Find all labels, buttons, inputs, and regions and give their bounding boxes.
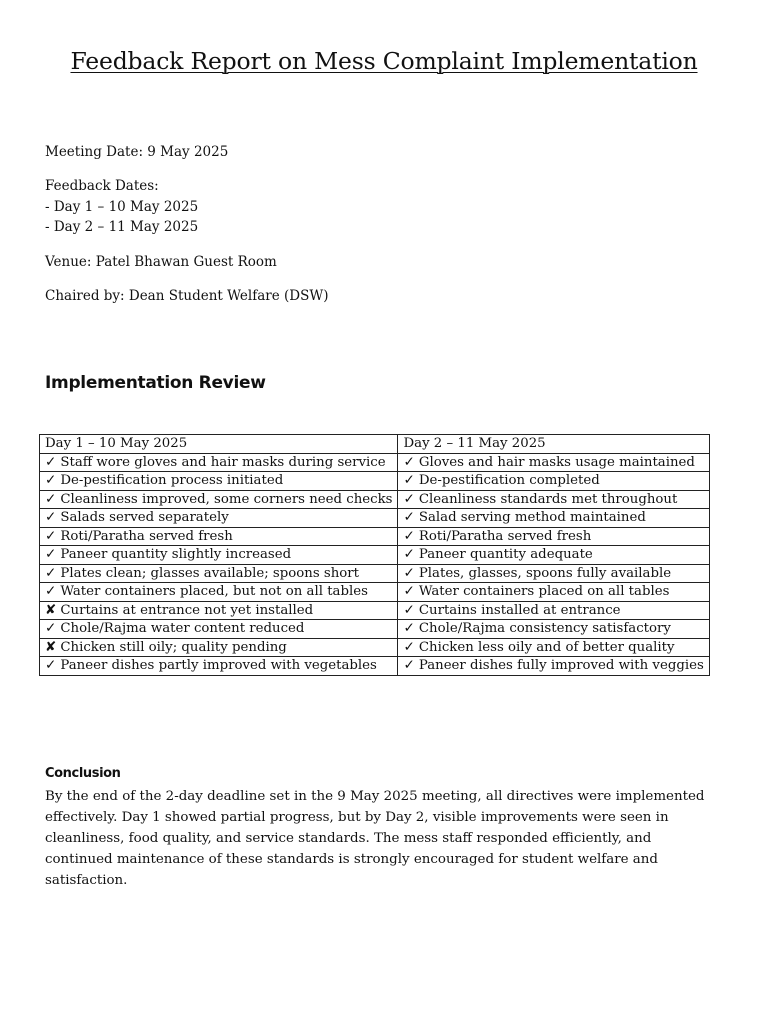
- conclusion-text: By the end of the 2-day deadline set in the 9 May 2025 meeting, all directives were implemented effectively. Day 1 showed partial progress, but by Day 2, visible improvements were seen in cleanliness, food quality, and service standards. The mess staff responded efficiently, and continued maintenance of these standards is strongly encouraged for student welfare and satisfaction.: [45, 789, 705, 888]
- table-cell-day2: ✓ Chole/Rajma consistency satisfactory: [398, 620, 709, 639]
- section-heading: Implementation Review: [45, 373, 266, 393]
- table-row: [40, 453, 710, 472]
- table-cell-day2: ✓ Water containers placed on all tables: [398, 583, 709, 602]
- table-row: [40, 601, 710, 620]
- table-row: [40, 657, 710, 676]
- table-row: [40, 527, 710, 546]
- document-title: Feedback Report on Mess Complaint Implementation: [70, 47, 698, 75]
- table-row: [40, 620, 710, 639]
- venue: Venue: Patel Bhawan Guest Room: [45, 254, 277, 270]
- table-row: [40, 638, 710, 657]
- table-cell-day1: ✓ Cleanliness improved, some corners need checks: [40, 490, 398, 509]
- table-cell-day2: ✓ Paneer quantity adequate: [398, 546, 709, 565]
- table-cell-day2: ✓ Cleanliness standards met throughout: [398, 490, 709, 509]
- table-cell-day1: ✓ Water containers placed, but not on all tables: [40, 583, 398, 602]
- table-header-day1: Day 1 – 10 May 2025: [40, 435, 398, 454]
- feedback-dates: [45, 176, 198, 238]
- table-cell-day2: ✓ Plates, glasses, spoons fully available: [398, 564, 709, 583]
- table-cell-day1: ✓ Paneer dishes partly improved with vegetables: [40, 657, 398, 676]
- table-cell-day1: ✓ Plates clean; glasses available; spoons short: [40, 564, 398, 583]
- table-cell-day1: ✘ Chicken still oily; quality pending: [40, 638, 398, 657]
- table-cell-day2: ✓ Chicken less oily and of better quality: [398, 638, 709, 657]
- implementation-review-table: [39, 434, 710, 676]
- table-cell-day1: ✓ Staff wore gloves and hair masks during service: [40, 453, 398, 472]
- table-cell-day2: ✓ Roti/Paratha served fresh: [398, 527, 709, 546]
- table-cell-day2: ✓ Salad serving method maintained: [398, 509, 709, 528]
- chaired-by: Chaired by: Dean Student Welfare (DSW): [45, 288, 329, 304]
- table-row: [40, 583, 710, 602]
- table-header-day2: Day 2 – 11 May 2025: [398, 435, 709, 454]
- table-row: [40, 564, 710, 583]
- feedback-day1: - Day 1 – 10 May 2025: [45, 198, 199, 215]
- table-row: [40, 509, 710, 528]
- table-row: [40, 490, 710, 509]
- table-cell-day1: ✓ De-pestification process initiated: [40, 472, 398, 491]
- table-cell-day2: ✓ Curtains installed at entrance: [398, 601, 709, 620]
- table-cell-day1: ✘ Curtains at entrance not yet installed: [40, 601, 398, 620]
- table-cell-day1: ✓ Salads served separately: [40, 509, 398, 528]
- table-cell-day1: ✓ Paneer quantity slightly increased: [40, 546, 398, 565]
- table-cell-day2: ✓ De-pestification completed: [398, 472, 709, 491]
- table-cell-day1: ✓ Roti/Paratha served fresh: [40, 527, 398, 546]
- conclusion-heading: Conclusion: [45, 766, 121, 781]
- table-row: [40, 546, 710, 565]
- table-row: [40, 472, 710, 491]
- meeting-date: Meeting Date: 9 May 2025: [45, 144, 229, 160]
- table-cell-day2: ✓ Paneer dishes fully improved with veggies: [398, 657, 709, 676]
- table-cell-day1: ✓ Chole/Rajma water content reduced: [40, 620, 398, 639]
- table-header-row: [40, 435, 710, 454]
- feedback-day2: - Day 2 – 11 May 2025: [45, 219, 199, 235]
- feedback-dates-label: Feedback Dates:: [45, 178, 159, 194]
- table-cell-day2: ✓ Gloves and hair masks usage maintained: [398, 453, 709, 472]
